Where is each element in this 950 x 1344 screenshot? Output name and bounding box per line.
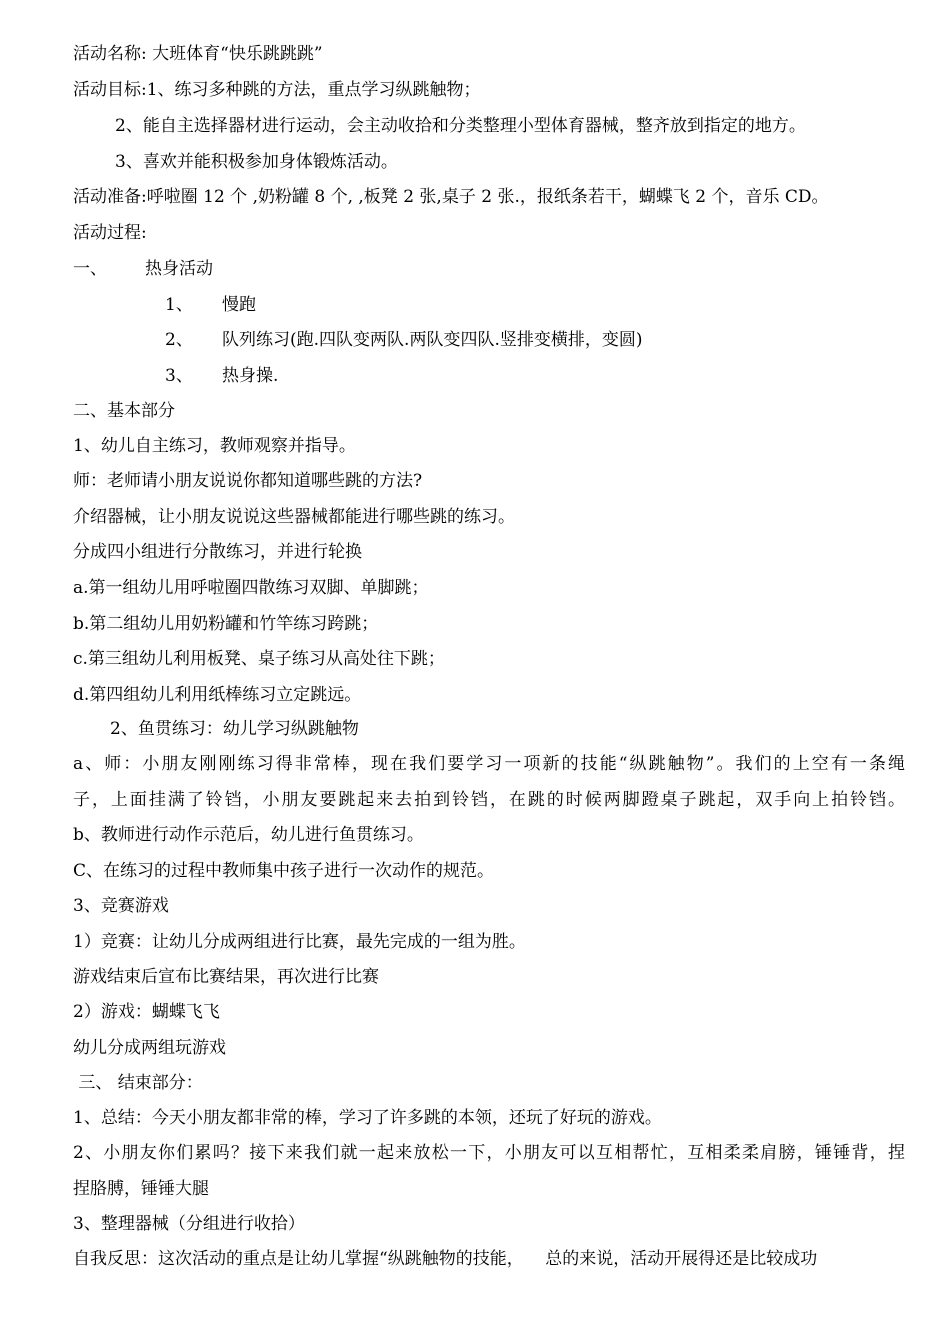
ending-paragraph-2-line-1: 2、小朋友你们累吗？接下来我们就一起来放松一下，小朋友可以互相帮忙，互相柔柔肩膀，锤锤背，捏 <box>73 1143 905 1163</box>
warmup-item-number: 2、 <box>165 330 193 350</box>
warmup-item-number: 3、 <box>165 366 193 386</box>
game-1-note: 游戏结束后宣布比赛结果，再次进行比赛 <box>73 967 379 987</box>
fish-a-line-2: 子，上面挂满了铃铛，小朋友要跳起来去拍到铃铛，在跳的时候两脚蹬桌子跳起，双手向上拍铃铛。 <box>73 790 905 810</box>
group-item: d.第四组幼儿利用纸棒练习立定跳远。 <box>73 685 362 705</box>
warmup-item-text: 慢跑 <box>222 295 256 315</box>
warmup-item-number: 1、 <box>165 295 193 315</box>
basic-paragraph: 分成四小组进行分散练习，并进行轮换 <box>73 542 362 562</box>
warmup-item-text: 热身操. <box>222 366 279 386</box>
goal-line-1: 活动目标:1、练习多种跳的方法，重点学习纵跳触物； <box>73 80 481 100</box>
group-item: c.第三组幼儿利用板凳、桌子练习从高处往下跳； <box>73 649 445 669</box>
process-heading: 活动过程: <box>73 223 147 243</box>
basic-paragraph: 1、幼儿自主练习，教师观察并指导。 <box>73 436 356 456</box>
game-2-note: 幼儿分成两组玩游戏 <box>73 1038 226 1058</box>
basic-paragraph: 介绍器械，让小朋友说说这些器械都能进行哪些跳的练习。 <box>73 507 515 527</box>
ending-heading: 三、 结束部分： <box>73 1073 203 1093</box>
activity-title: 活动名称: 大班体育“快乐跳跳跳” <box>73 44 323 64</box>
ending-paragraph: 1、总结：今天小朋友都非常的棒，学习了许多跳的本领，还玩了好玩的游戏。 <box>73 1108 662 1128</box>
fish-b: b、教师进行动作示范后，幼儿进行鱼贯练习。 <box>73 825 424 845</box>
basic-heading: 二、基本部分 <box>73 401 175 421</box>
goal-line-3: 3、喜欢并能积极参加身体锻炼活动。 <box>115 152 398 172</box>
warmup-number: 一、 <box>73 259 107 279</box>
warmup-title: 热身活动 <box>145 259 213 279</box>
fish-c: C、在练习的过程中教师集中孩子进行一次动作的规范。 <box>73 861 495 881</box>
game-heading: 3、竞赛游戏 <box>73 896 169 916</box>
ending-paragraph: 3、整理器械（分组进行收拾） <box>73 1214 305 1234</box>
goal-line-2: 2、能自主选择器材进行运动，会主动收拾和分类整理小型体育器械，整齐放到指定的地方。 <box>115 116 806 136</box>
reflection-line: 自我反思：这次活动的重点是让幼儿掌握“纵跳触物的技能， 总的来说，活动开展得还是比较成功 <box>73 1249 818 1269</box>
preparation-line: 活动准备:呼啦圈 12 个 ,奶粉罐 8 个, ,板凳 2 张,桌子 2 张.，报纸条若干，蝴蝶飞 2 个，音乐 CD。 <box>73 187 829 207</box>
fish-a-line-1: a、师：小朋友刚刚练习得非常棒，现在我们要学习一项新的技能“纵跳触物”。我们的上空有一条绳 <box>73 754 905 774</box>
fish-heading: 2、鱼贯练习：幼儿学习纵跳触物 <box>110 719 359 739</box>
group-item: b.第二组幼儿用奶粉罐和竹竿练习跨跳； <box>73 614 379 634</box>
warmup-item-text: 队列练习(跑.四队变两队.两队变四队.竖排变横排，变圆) <box>222 330 643 350</box>
group-item: a.第一组幼儿用呼啦圈四散练习双脚、单脚跳； <box>73 578 429 598</box>
basic-paragraph: 师：老师请小朋友说说你都知道哪些跳的方法? <box>73 471 423 491</box>
ending-paragraph-2-line-2: 捏胳膊，锤锤大腿 <box>73 1179 209 1199</box>
game-2: 2）游戏：蝴蝶飞飞 <box>73 1002 220 1022</box>
game-1: 1）竞赛：让幼儿分成两组进行比赛，最先完成的一组为胜。 <box>73 932 526 952</box>
